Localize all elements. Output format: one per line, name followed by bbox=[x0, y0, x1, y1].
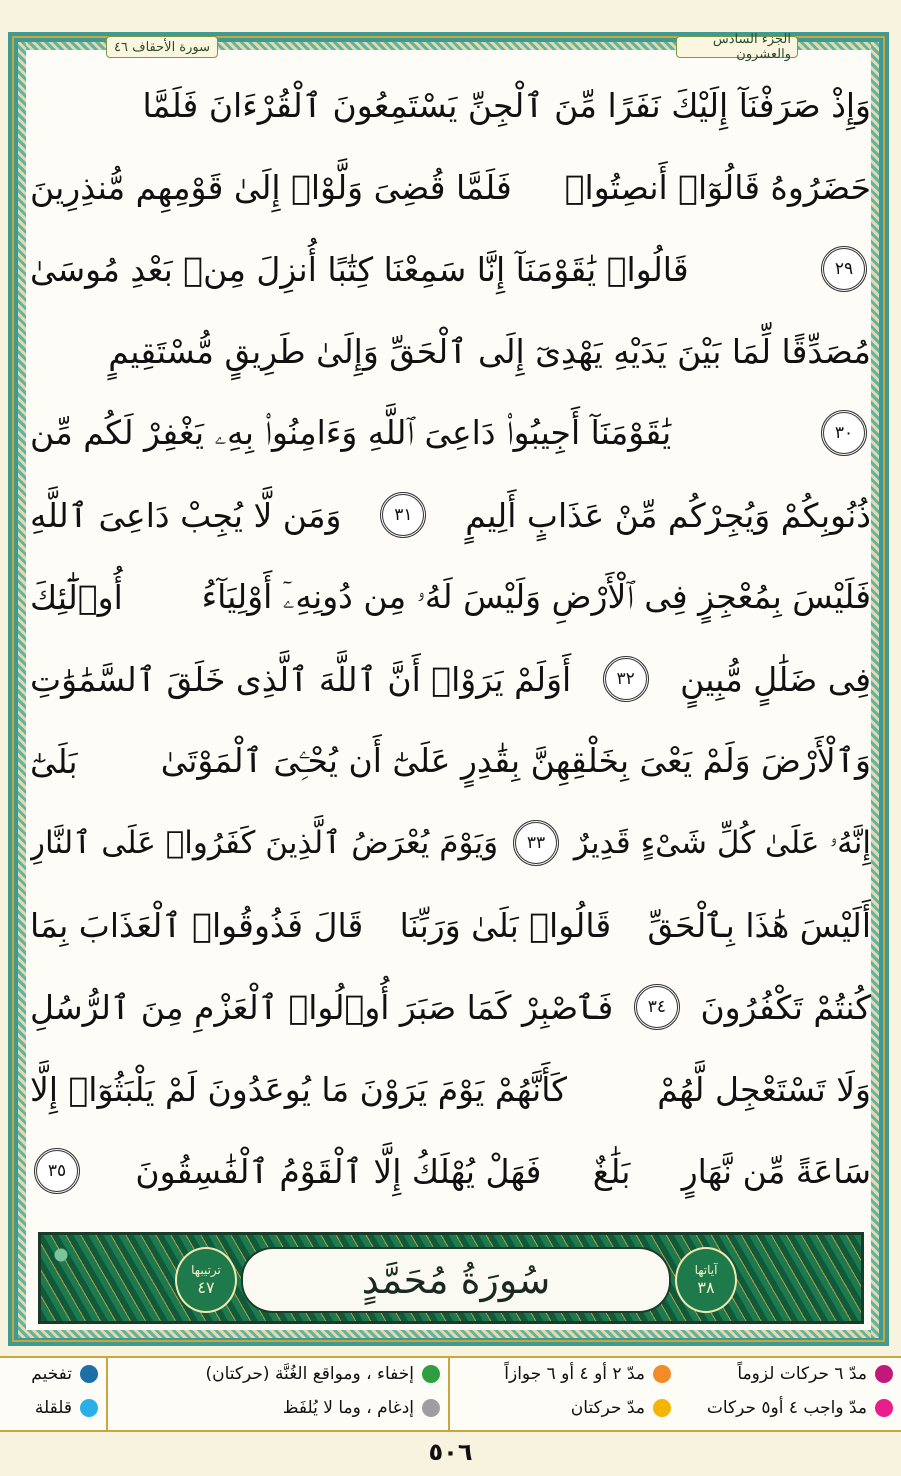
line-14-text-b: بَلَٰغٌ bbox=[592, 1151, 631, 1191]
legend-item-madd-6 bbox=[737, 1364, 893, 1384]
text-line-1 bbox=[30, 68, 871, 142]
legend-text: مدّ واجب ٤ أو٥ حركات bbox=[706, 1398, 867, 1418]
legend-dot bbox=[653, 1365, 671, 1383]
line-6-text-b: وَمَن لَّا يُجِبْ دَاعِىَ ٱللَّهِ bbox=[30, 495, 342, 535]
verses-label: آياتها bbox=[694, 1263, 718, 1278]
order-label: ترتيبها bbox=[191, 1263, 221, 1278]
line-5-text: يَٰقَوْمَنَآ أَجِيبُوا۟ دَاعِىَ ٱللَّهِ وَءَامِنُوا۟ بِهِۦ يَغْفِرْ لَكُم مِّن bbox=[30, 413, 672, 452]
legend-item-ikhfa bbox=[206, 1364, 441, 1384]
line-14-text-c: فَهَلْ يُهْلَكُ إِلَّا ٱلْقَوْمُ ٱلْفَٰسِقُونَ bbox=[135, 1151, 542, 1191]
ayah-marker-33: ٣٣ bbox=[513, 820, 559, 866]
text-line-9 bbox=[30, 724, 871, 798]
text-line-7 bbox=[30, 560, 871, 634]
surah-header-label bbox=[106, 36, 218, 58]
legend-item-madd-wajib bbox=[707, 1398, 893, 1418]
line-10-text-b: وَيَوْمَ يُعْرَضُ ٱلَّذِينَ كَفَرُوا۟ عَلَى ٱلنَّارِ bbox=[30, 825, 499, 861]
line-12-text-a: كُنتُمْ تَكْفُرُونَ bbox=[700, 987, 871, 1027]
legend-column-madd bbox=[450, 1358, 901, 1430]
line-6-text-a: ذُنُوبِكُمْ وَيُجِرْكُم مِّنْ عَذَابٍ أَلِيمٍ bbox=[465, 495, 871, 535]
tajweed-legend bbox=[0, 1356, 901, 1432]
line-10-text-a: إِنَّهُۥ عَلَىٰ كُلِّ شَىْءٍ قَدِيرٌ bbox=[573, 824, 871, 861]
text-line-10 bbox=[30, 806, 871, 880]
legend-dot bbox=[653, 1399, 671, 1417]
ayah-marker-32: ٣٢ bbox=[603, 656, 649, 702]
surah-name-cartouche bbox=[241, 1247, 671, 1313]
line-4-text: مُصَدِّقًا لِّمَا بَيْنَ يَدَيْهِ يَهْدِىٓ إِلَى ٱلْحَقِّ وَإِلَىٰ طَرِيقٍ مُّسْتَقِيمٍ bbox=[108, 331, 871, 371]
line-1-text: وَإِذْ صَرَفْنَآ إِلَيْكَ نَفَرًا مِّنَ ٱلْجِنِّ يَسْتَمِعُونَ ٱلْقُرْءَانَ فَلَمَّا bbox=[142, 85, 871, 125]
legend-text: مدّ ٦ حركات لزوماً bbox=[737, 1364, 867, 1384]
text-line-8 bbox=[30, 642, 871, 716]
ayah-marker-29: ٢٩ bbox=[821, 246, 867, 292]
legend-text: مدّ حركتان bbox=[570, 1398, 645, 1418]
line-12-text-b: فَٱصْبِرْ كَمَا صَبَرَ أُو۟لُوا۟ ٱلْعَزْمِ مِنَ ٱلرُّسُلِ bbox=[30, 987, 614, 1027]
surah-header-text: سورة الأحقاف ٤٦ bbox=[114, 39, 211, 55]
verses-medallion bbox=[675, 1247, 737, 1313]
quran-text-area bbox=[30, 68, 871, 1218]
legend-item-idgham bbox=[283, 1398, 440, 1418]
legend-item-qalqala bbox=[35, 1398, 98, 1418]
order-number: ٤٧ bbox=[197, 1277, 215, 1297]
page-number: ٥٠٦ bbox=[428, 1438, 473, 1466]
legend-dot bbox=[80, 1365, 98, 1383]
frame-pattern-right bbox=[871, 42, 879, 1338]
legend-dot bbox=[422, 1399, 440, 1417]
line-7-text-b: أُو۟لَٰٓئِكَ bbox=[30, 577, 123, 617]
juz-header-text: الجزء السادس والعشرون bbox=[712, 32, 791, 62]
legend-text: إدغام ، وما لا يُلفَظ bbox=[282, 1398, 414, 1418]
line-2-text-b: فَلَمَّا قُضِىَ وَلَّوْا۟ إِلَىٰ قَوْمِهِم مُّنذِرِينَ bbox=[30, 167, 512, 207]
legend-item-tafkhim bbox=[31, 1364, 98, 1384]
frame-pattern-left bbox=[18, 42, 26, 1338]
line-13-text-a: وَلَا تَسْتَعْجِل لَّهُمْ bbox=[657, 1069, 871, 1109]
line-7-text-a: فَلَيْسَ بِمُعْجِزٍ فِى ٱلْأَرْضِ وَلَيْسَ لَهُۥ مِن دُونِهِۦٓ أَوْلِيَآءُ bbox=[201, 577, 871, 616]
surah-banner bbox=[38, 1232, 864, 1324]
text-line-5 bbox=[30, 396, 871, 470]
legend-item-madd-2 bbox=[571, 1398, 671, 1418]
text-line-3 bbox=[30, 232, 871, 306]
legend-text: تفخيم bbox=[31, 1364, 72, 1384]
legend-text: قلقلة bbox=[34, 1398, 72, 1418]
legend-dot bbox=[422, 1365, 440, 1383]
line-2-text-a: حَضَرُوهُ قَالُوٓا۟ أَنصِتُوا۟ bbox=[564, 167, 871, 207]
legend-dot bbox=[80, 1399, 98, 1417]
text-line-11 bbox=[30, 888, 871, 962]
line-9-text-b: بَلَىٰٓ bbox=[30, 741, 78, 781]
ayah-marker-31: ٣١ bbox=[380, 492, 426, 538]
line-9-text-a: وَٱلْأَرْضَ وَلَمْ يَعْىَ بِخَلْقِهِنَّ بِقَٰدِرٍ عَلَىٰٓ أَن يُحْـِۧىَ ٱلْمَوْتَىٰ bbox=[160, 741, 871, 780]
ayah-marker-30: ٣٠ bbox=[821, 410, 867, 456]
line-8-text-b: أَوَلَمْ يَرَوْا۟ أَنَّ ٱللَّهَ ٱلَّذِى خَلَقَ ٱلسَّمَٰوَٰتِ bbox=[30, 659, 572, 699]
juz-header-label bbox=[676, 32, 798, 62]
legend-column-ikhfa bbox=[108, 1358, 450, 1430]
line-3-text: قَالُوا۟ يَٰقَوْمَنَآ إِنَّا سَمِعْنَا كِتَٰبًا أُنزِلَ مِنۢ بَعْدِ مُوسَىٰ bbox=[30, 249, 689, 289]
legend-text: مدّ ٢ أو ٤ أو ٦ جوازاً bbox=[504, 1364, 645, 1384]
legend-dot bbox=[875, 1365, 893, 1383]
line-13-text-b: كَأَنَّهُمْ يَوْمَ يَرَوْنَ مَا يُوعَدُونَ لَمْ يَلْبَثُوٓا۟ إِلَّا bbox=[30, 1069, 567, 1109]
text-line-13 bbox=[30, 1052, 871, 1126]
line-8-text-a: فِى ضَلَٰلٍ مُّبِينٍ bbox=[680, 659, 871, 699]
line-11-text-c: قَالَ فَذُوقُوا۟ ٱلْعَذَابَ بِمَا bbox=[30, 905, 364, 945]
order-medallion bbox=[175, 1247, 237, 1313]
ayah-marker-35: ٣٥ bbox=[34, 1148, 80, 1194]
legend-dot bbox=[875, 1399, 893, 1417]
text-line-2 bbox=[30, 150, 871, 224]
line-11-text-b: قَالُوا۟ بَلَىٰ وَرَبِّنَا bbox=[399, 905, 612, 945]
frame-pattern-bottom bbox=[18, 1330, 879, 1338]
legend-column-tafkhim bbox=[0, 1358, 108, 1430]
legend-text: إخفاء ، ومواقع الغُنَّة (حركتان) bbox=[205, 1364, 414, 1384]
line-11-text-a: أَلَيْسَ هَٰذَا بِٱلْحَقِّ bbox=[647, 905, 871, 945]
ayah-marker-34: ٣٤ bbox=[634, 984, 680, 1030]
text-line-6 bbox=[30, 478, 871, 552]
line-14-text-a: سَاعَةً مِّن نَّهَارٍ bbox=[681, 1151, 871, 1191]
surah-name: سُورَةُ مُحَمَّدٍ bbox=[361, 1258, 551, 1302]
text-line-12 bbox=[30, 970, 871, 1044]
text-line-14 bbox=[30, 1134, 871, 1208]
text-line-4 bbox=[30, 314, 871, 388]
verses-number: ٣٨ bbox=[697, 1277, 715, 1297]
legend-item-madd-2-4-6 bbox=[504, 1364, 671, 1384]
